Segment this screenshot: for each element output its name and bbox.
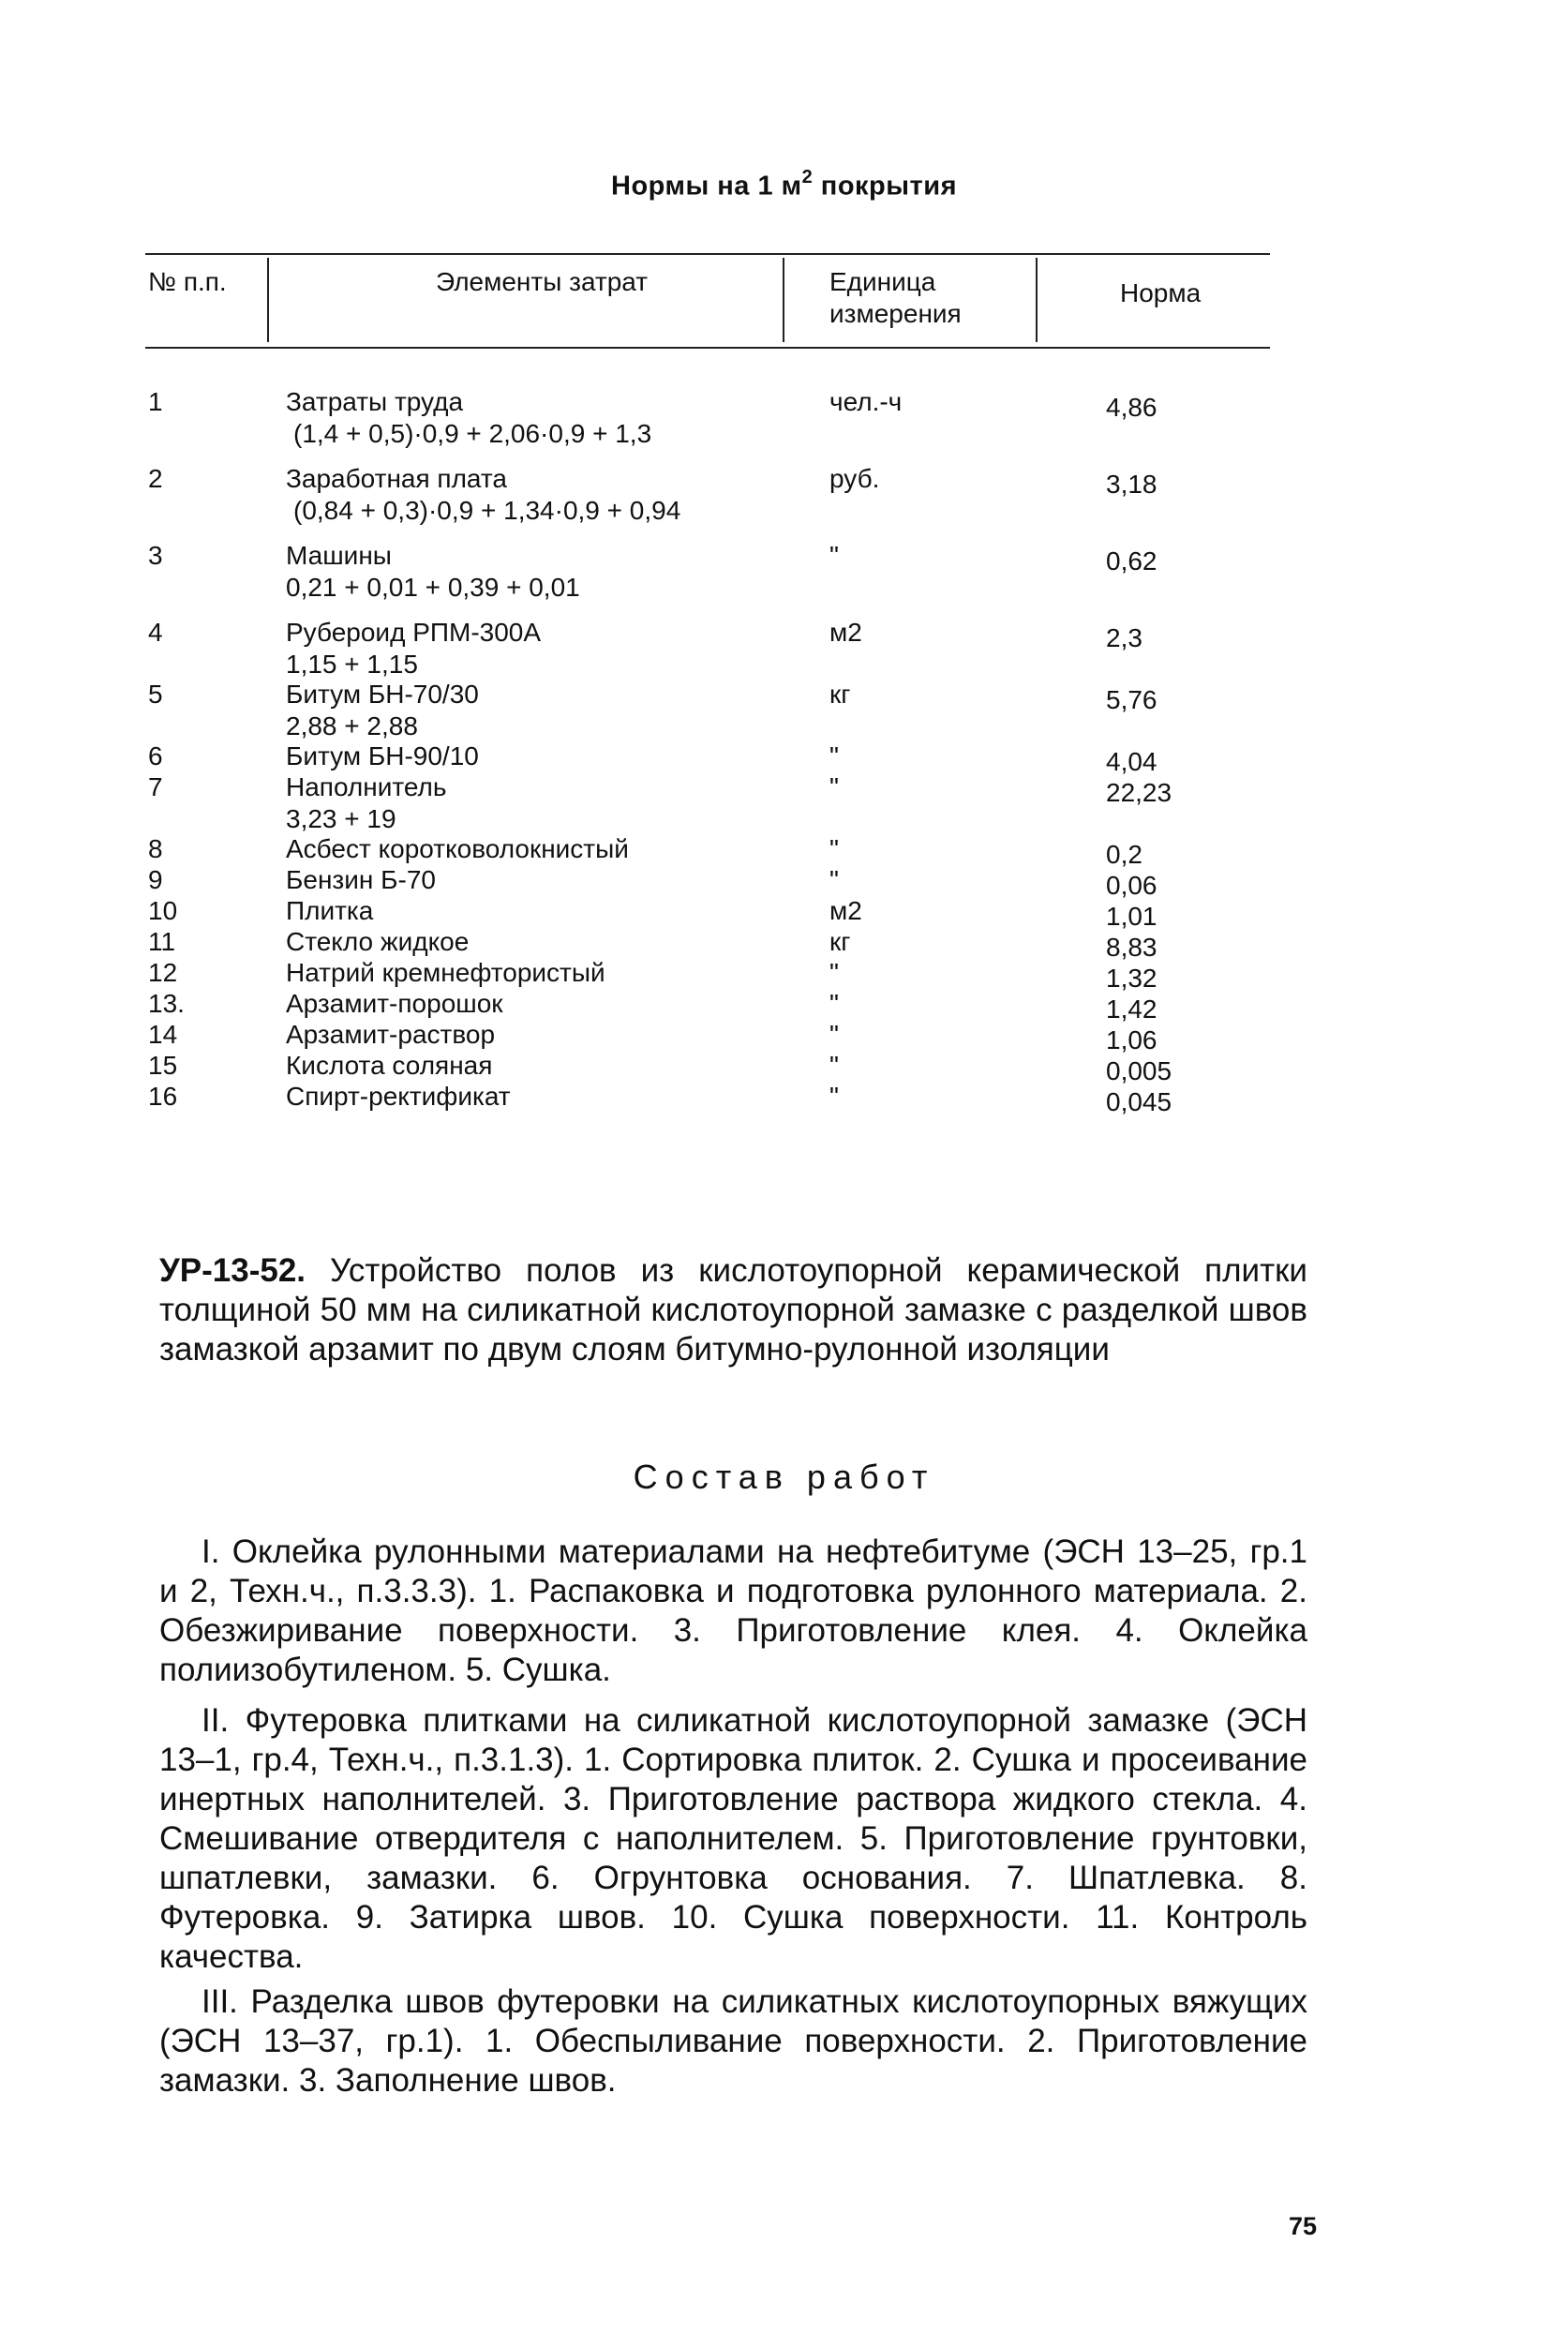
table-row: 9 Бензин Б-70 " 0,06 bbox=[148, 865, 1157, 900]
section-description: Устройство полов из кислотоупорной керамической плитки толщиной 50 мм на силикатной кислотоупорной замазке с разделкой швов замазкой арзамит по двум слоям битумно-рулонной изоляции bbox=[159, 1252, 1307, 1368]
header-number: № п.п. bbox=[148, 267, 227, 296]
header-cost-elements: Элементы затрат bbox=[436, 267, 649, 296]
table-row: 11 Стекло жидкое кг 8,83 bbox=[148, 927, 1157, 962]
table-row: 3 Машины 0,21 + 0,01 + 0,39 + 0,01 " 0,62 bbox=[148, 541, 1157, 602]
table-row: 15 Кислота соляная " 0,005 bbox=[148, 1051, 1172, 1085]
composition-paragraph-3: III. Разделка швов футеровки на силикатных кислотоупорных вяжущих (ЭСН 13–37, гр.1). 1. Обеспыливание поверхности. 2. Приготовление замазки. 3. Заполнение швов. bbox=[159, 1983, 1307, 2099]
table-row: 13. Арзамит-порошок " 1,42 bbox=[148, 989, 1157, 1024]
header-norm: Норма bbox=[1120, 278, 1202, 307]
table-row: 16 Спирт-ректификат " 0,045 bbox=[148, 1082, 1172, 1116]
table-top-rule bbox=[145, 253, 1270, 255]
table-row: 2 Заработная плата (0,84 + 0,3)·0,9 + 1,34·0,9 + 0,94 руб. 3,18 bbox=[148, 464, 1157, 525]
table-row: 7 Наполнитель 3,23 + 19 " 22,23 bbox=[148, 772, 1172, 833]
table-row: 5 Битум БН-70/30 2,88 + 2,88 кг 5,76 bbox=[148, 680, 1157, 740]
page-number: 75 bbox=[1289, 2212, 1318, 2240]
table-row: 10 Плитка м2 1,01 bbox=[148, 896, 1157, 931]
header-unit: Единица измерения bbox=[829, 267, 962, 328]
table-row: 6 Битум БН-90/10 " 4,04 bbox=[148, 741, 1157, 776]
table-row: 8 Асбест коротковолокнистый " 0,2 bbox=[148, 834, 1142, 869]
composition-paragraph-1: I. Оклейка рулонными материалами на нефтебитуме (ЭСН 13–25, гр.1 и 2, Техн.ч., п.3.3.3). 1. Распаковка и подготовка рулонного материала. 2. Обезжиривание поверхности. 3. Приготовление клея. 4. Оклейка полиизобутиленом. 5. Сушка. bbox=[159, 1533, 1307, 1688]
section-code: УР-13-52. bbox=[159, 1252, 306, 1289]
table-row: 4 Рубероид РПМ-300А 1,15 + 1,15 м2 2,3 bbox=[148, 618, 1142, 679]
composition-title: Состав работ bbox=[633, 1458, 935, 1496]
column-divider bbox=[783, 258, 784, 342]
column-divider bbox=[267, 258, 269, 342]
table-header-rule bbox=[145, 347, 1270, 349]
column-divider bbox=[1036, 258, 1038, 342]
table-row: 12 Натрий кремнефтористый " 1,32 bbox=[148, 958, 1157, 993]
section-heading bbox=[159, 1251, 1307, 1369]
composition-paragraph-2: II. Футеровка плитками на силикатной кислотоупорной замазке (ЭСН 13–1, гр.4, Техн.ч., п.3.1.3). 1. Сортировка плиток. 2. Сушка и просеивание инертных наполнителей. 3. Приготовление раствора жидкого стекла. 4. Смешивание отвердителя с наполнителем. 5. Приготовление грунтовки, шпатлевки, замазки. 6. Огрунтовка основания. 7. Шпатлевка. 8. Футеровка. 9. Затирка швов. 10. Сушка поверхности. 11. Контроль качества. bbox=[159, 1702, 1307, 1975]
table-row: 1 Затраты труда (1,4 + 0,5)·0,9 + 2,06·0,9 + 1,3 чел.-ч 4,86 bbox=[148, 387, 1157, 448]
table-title: Нормы на 1 $м^2$ покрытия bbox=[611, 167, 957, 202]
table-row: 14 Арзамит-раствор " 1,06 bbox=[148, 1020, 1157, 1054]
table-body bbox=[0, 386, 1568, 1116]
